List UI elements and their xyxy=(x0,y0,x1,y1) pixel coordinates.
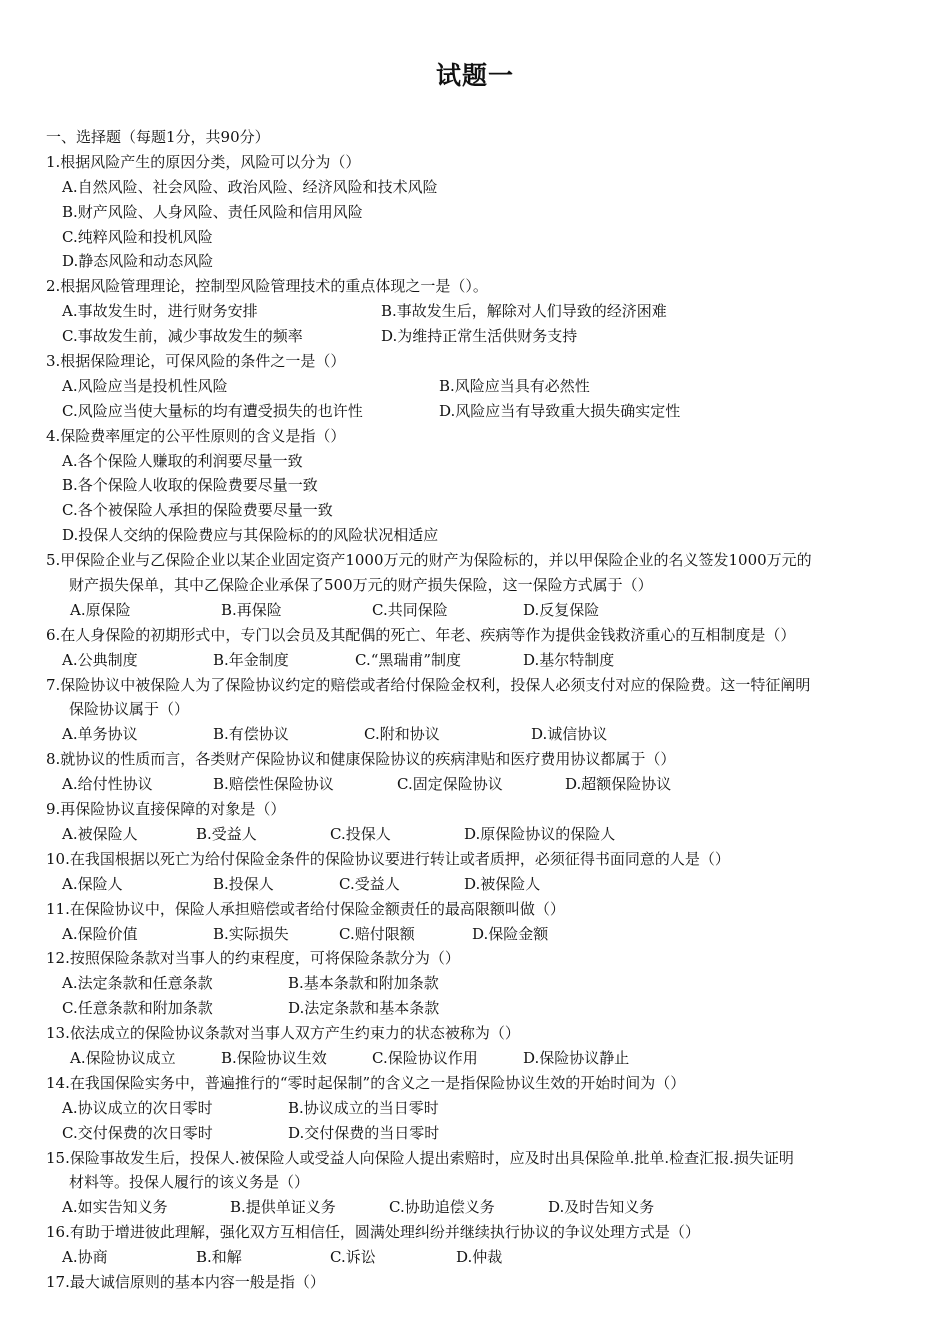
question-stem: 15.保险事故发生后，投保人.被保险人或受益人向保险人提出索赔时，应及时出具保险单.批单.检查汇报.损失证明 xyxy=(46,1148,794,1167)
answer-option: C.固定保险协议 xyxy=(397,775,503,794)
question-stem: 14.在我国保险实务中，普遍推行的“零时起保制”的含义之一是指保险协议生效的开始时间为（） xyxy=(46,1073,686,1092)
option-row xyxy=(46,872,916,897)
option-row xyxy=(46,996,916,1021)
question-stem: 4.保险费率厘定的公平性原则的含义是指（） xyxy=(46,426,346,445)
option-row xyxy=(46,822,916,847)
answer-option: D.法定条款和基本条款 xyxy=(288,999,440,1018)
question-stem: 6.在人身保险的初期形式中，专门以会员及其配偶的死亡、年老、疾病等作为提供金钱救济重心的互相制度是（） xyxy=(46,625,796,644)
answer-option: B.赔偿性保险协议 xyxy=(213,775,334,794)
option-row xyxy=(46,648,916,673)
question-stem: 12.按照保险条款对当事人的约束程度，可将保险条款分为（） xyxy=(46,949,460,968)
answer-option: D.风险应当有导致重大损失确实定性 xyxy=(439,401,681,420)
answer-option: B.协议成立的当日零时 xyxy=(288,1098,439,1117)
answer-option: B.和解 xyxy=(196,1248,242,1267)
answer-option: A.协议成立的次日零时 xyxy=(62,1098,213,1117)
option-row xyxy=(46,399,916,424)
option-row xyxy=(46,374,916,399)
option-row xyxy=(46,772,916,797)
answer-option: B.事故发生后，解除对人们导致的经济困难 xyxy=(381,302,667,321)
answer-option: B.各个保险人收取的保险费要尽量一致 xyxy=(62,476,318,495)
question-stem: 10.在我国根据以死亡为给付保险金条件的保险协议要进行转让或者质押，必须征得书面同意的人是（） xyxy=(46,849,730,868)
option-row xyxy=(46,922,916,947)
answer-option: B.基本条款和附加条款 xyxy=(288,974,439,993)
answer-option: D.保险金额 xyxy=(472,924,549,943)
question-stem: 16.有助于增进彼此理解，强化双方互相信任，圆满处理纠纷并继续执行协议的争议处理方式是（） xyxy=(46,1223,700,1242)
option-row xyxy=(46,722,916,747)
answer-option: B.财产风险、人身风险、责任风险和信用风险 xyxy=(62,202,363,221)
question-stem: 11.在保险协议中，保险人承担赔偿或者给付保险金额责任的最高限额叫做（） xyxy=(46,899,565,918)
answer-option: C.赔付限额 xyxy=(339,924,415,943)
answer-option: C.事故发生前，减少事故发生的频率 xyxy=(62,327,303,346)
answer-option: A.自然风险、社会风险、政治风险、经济风险和技术风险 xyxy=(62,177,438,196)
answer-option: A.被保险人 xyxy=(62,824,138,843)
question-stem: 8.就协议的性质而言，各类财产保险协议和健康保险协议的疾病津贴和医疗费用协议都属于（） xyxy=(46,750,676,769)
answer-option: A.原保险 xyxy=(70,600,131,619)
question-list xyxy=(46,125,916,1295)
answer-option: C.保险协议作用 xyxy=(372,1048,478,1067)
answer-option: C.纯粹风险和投机风险 xyxy=(62,227,213,246)
answer-option: A.保险价值 xyxy=(62,924,138,943)
option-row xyxy=(46,473,916,498)
answer-option: D.为维持正常生活供财务支持 xyxy=(381,327,578,346)
question-stem-continued: 材料等。投保人履行的该义务是（） xyxy=(69,1173,310,1192)
section-heading: 一、选择题（每题1分，共90分） xyxy=(46,128,270,146)
option-row xyxy=(46,1245,916,1270)
answer-option: A.单务协议 xyxy=(62,725,138,744)
answer-option: C.诉讼 xyxy=(330,1248,376,1267)
answer-option: C.“黑瑞甫”制度 xyxy=(355,650,462,669)
answer-option: D.交付保费的当日零时 xyxy=(288,1123,440,1142)
question-stem: 13.依法成立的保险协议条款对当事人双方产生约束力的状态被称为（） xyxy=(46,1024,520,1043)
answer-option: B.投保人 xyxy=(213,874,274,893)
question-stem: 3.根据保险理论，可保风险的条件之一是（） xyxy=(46,352,346,371)
question-stem: 1.根据风险产生的原因分类，风险可以分为（） xyxy=(46,152,361,171)
answer-option: C.受益人 xyxy=(339,874,400,893)
answer-option: A.公典制度 xyxy=(62,650,138,669)
option-row xyxy=(46,1096,916,1121)
question-stem: 5.甲保险企业与乙保险企业以某企业固定资产1000万元的财产为保险标的，并以甲保险企业的名义签发1000万元的 xyxy=(46,551,812,570)
answer-option: B.风险应当具有必然性 xyxy=(439,376,590,395)
answer-option: B.年金制度 xyxy=(213,650,289,669)
document-title: 试题一 xyxy=(435,61,514,90)
answer-option: C.各个被保险人承担的保险费要尽量一致 xyxy=(62,501,333,520)
option-row xyxy=(46,225,916,250)
question-stem: 9.再保险协议直接保障的对象是（） xyxy=(46,800,286,819)
answer-option: B.受益人 xyxy=(196,824,257,843)
answer-option: D.反复保险 xyxy=(523,600,600,619)
answer-option: A.保险协议成立 xyxy=(70,1048,176,1067)
option-row xyxy=(46,324,916,349)
answer-option: B.再保险 xyxy=(221,600,282,619)
question-stem: 2.根据风险管理理论，控制型风险管理技术的重点体现之一是（）。 xyxy=(46,277,488,296)
answer-option: C.共同保险 xyxy=(372,600,448,619)
answer-option: D.及时告知义务 xyxy=(548,1198,655,1217)
answer-option: D.基尔特制度 xyxy=(523,650,615,669)
option-row xyxy=(46,175,916,200)
option-row xyxy=(46,1195,916,1220)
answer-option: D.仲裁 xyxy=(456,1248,503,1267)
answer-option: C.风险应当使大量标的均有遭受损失的也许性 xyxy=(62,401,363,420)
answer-option: A.事故发生时，进行财务安排 xyxy=(62,302,258,321)
answer-option: A.各个保险人赚取的利润要尽量一致 xyxy=(62,451,303,470)
answer-option: D.超额保险协议 xyxy=(565,775,672,794)
answer-option: A.风险应当是投机性风险 xyxy=(62,376,228,395)
option-row xyxy=(46,523,916,548)
question-stem-continued: 财产损失保单，其中乙保险企业承保了500万元的财产损失保险，这一保险方式属于（） xyxy=(69,576,653,595)
option-row xyxy=(46,1046,916,1071)
option-row xyxy=(46,598,916,623)
option-row xyxy=(46,200,916,225)
answer-option: B.有偿协议 xyxy=(213,725,289,744)
question-stem: 7.保险协议中被保险人为了保险协议约定的赔偿或者给付保险金权利，投保人必须支付对应的保险费。这一特征阐明 xyxy=(46,675,811,694)
answer-option: A.协商 xyxy=(62,1248,108,1267)
answer-option: B.保险协议生效 xyxy=(221,1048,327,1067)
answer-option: D.被保险人 xyxy=(464,874,541,893)
option-row xyxy=(46,299,916,324)
answer-option: B.实际损失 xyxy=(213,924,289,943)
answer-option: D.投保人交纳的保险费应与其保险标的的风险状况相适应 xyxy=(62,526,439,545)
answer-option: D.原保险协议的保险人 xyxy=(464,824,616,843)
option-row xyxy=(46,449,916,474)
answer-option: D.静态风险和动态风险 xyxy=(62,252,214,271)
option-row xyxy=(46,1121,916,1146)
option-row xyxy=(46,971,916,996)
option-row xyxy=(46,498,916,523)
answer-option: C.协助追偿义务 xyxy=(389,1198,495,1217)
answer-option: C.任意条款和附加条款 xyxy=(62,999,213,1018)
answer-option: A.给付性协议 xyxy=(62,775,153,794)
answer-option: A.如实告知义务 xyxy=(62,1198,168,1217)
answer-option: C.交付保费的次日零时 xyxy=(62,1123,213,1142)
answer-option: A.保险人 xyxy=(62,874,123,893)
answer-option: D.诚信协议 xyxy=(531,725,608,744)
answer-option: A.法定条款和任意条款 xyxy=(62,974,213,993)
question-stem-continued: 保险协议属于（） xyxy=(69,700,190,719)
answer-option: C.附和协议 xyxy=(364,725,440,744)
answer-option: B.提供单证义务 xyxy=(230,1198,336,1217)
option-row xyxy=(46,249,916,274)
answer-option: C.投保人 xyxy=(330,824,391,843)
question-stem: 17.最大诚信原则的基本内容一般是指（） xyxy=(46,1272,325,1291)
answer-option: D.保险协议静止 xyxy=(523,1048,630,1067)
